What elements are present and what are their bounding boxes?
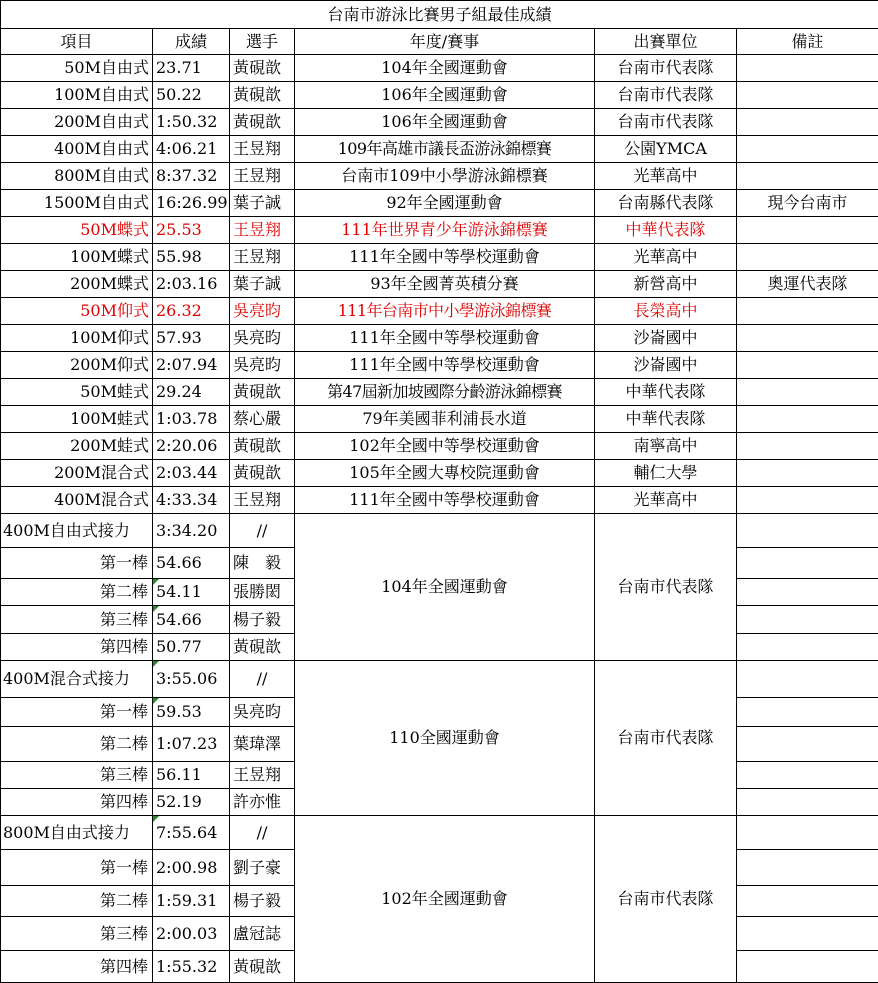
table-row xyxy=(1,82,878,109)
record-item: 50M仰式 xyxy=(1,298,153,325)
record-event: 111年全國中等學校運動會 xyxy=(295,352,595,379)
relay-item: 800M自由式接力 xyxy=(1,816,153,850)
relay-leg-label: 第三棒 xyxy=(1,917,153,951)
relay-leg-swimmer: 盧冠誌 xyxy=(230,917,295,951)
record-note xyxy=(737,406,878,433)
record-note: 現今台南市 xyxy=(737,190,878,217)
record-item: 200M自由式 xyxy=(1,109,153,136)
table-title: 台南市游泳比賽男子組最佳成績 xyxy=(1,1,878,29)
record-note xyxy=(737,136,878,163)
record-item: 200M仰式 xyxy=(1,352,153,379)
record-item: 1500M自由式 xyxy=(1,190,153,217)
table-row xyxy=(1,352,878,379)
relay-leg-label: 第四棒 xyxy=(1,634,153,661)
record-unit: 光華高中 xyxy=(595,244,737,271)
record-swimmer: 吳亮昀 xyxy=(230,352,295,379)
table-row xyxy=(1,460,878,487)
record-unit: 台南市代表隊 xyxy=(595,82,737,109)
record-event: 111年世界青少年游泳錦標賽 xyxy=(295,217,595,244)
record-time: 57.93 xyxy=(153,325,230,352)
relay-leg-label: 第二棒 xyxy=(1,727,153,762)
relay-time: 3:55.06 xyxy=(153,661,230,698)
relay-leg-swimmer: 張勝閎 xyxy=(230,579,295,606)
relay-leg-note xyxy=(737,789,878,816)
record-time: 29.24 xyxy=(153,379,230,406)
record-time: 2:03.16 xyxy=(153,271,230,298)
record-item: 800M自由式 xyxy=(1,163,153,190)
header-row xyxy=(1,29,878,55)
relay-note xyxy=(737,514,878,548)
record-item: 100M蝶式 xyxy=(1,244,153,271)
record-event: 109年高雄市議長盃游泳錦標賽 xyxy=(295,136,595,163)
record-note xyxy=(737,109,878,136)
relay-leg-time: 54.66 xyxy=(153,606,230,634)
record-unit: 沙崙國中 xyxy=(595,352,737,379)
record-item: 100M自由式 xyxy=(1,82,153,109)
record-note xyxy=(737,487,878,514)
records-body xyxy=(1,55,878,514)
record-event: 92年全國運動會 xyxy=(295,190,595,217)
record-note xyxy=(737,244,878,271)
relay-event: 110全國運動會 xyxy=(295,661,595,816)
record-swimmer: 王昱翔 xyxy=(230,487,295,514)
table-row xyxy=(1,217,878,244)
relay-row xyxy=(1,816,878,850)
record-event: 台南市109中小學游泳錦標賽 xyxy=(295,163,595,190)
relay-leg-swimmer: 黃硯歆 xyxy=(230,634,295,661)
record-item: 50M蛙式 xyxy=(1,379,153,406)
record-unit: 南寧高中 xyxy=(595,433,737,460)
record-time: 23.71 xyxy=(153,55,230,82)
record-swimmer: 吳亮昀 xyxy=(230,325,295,352)
table-row xyxy=(1,325,878,352)
record-item: 50M自由式 xyxy=(1,55,153,82)
record-note xyxy=(737,217,878,244)
relay-leg-label: 第四棒 xyxy=(1,951,153,983)
record-time: 1:03.78 xyxy=(153,406,230,433)
table-row xyxy=(1,163,878,190)
title-row xyxy=(1,1,878,29)
record-swimmer: 葉子誠 xyxy=(230,190,295,217)
record-note xyxy=(737,325,878,352)
record-time: 2:07.94 xyxy=(153,352,230,379)
record-note xyxy=(737,379,878,406)
record-swimmer: 黃硯歆 xyxy=(230,109,295,136)
record-event: 111年全國中等學校運動會 xyxy=(295,325,595,352)
relay-time: 3:34.20 xyxy=(153,514,230,548)
record-item: 100M仰式 xyxy=(1,325,153,352)
record-event: 102年全國中等學校運動會 xyxy=(295,433,595,460)
relay-swimmer: // xyxy=(230,661,295,698)
relay-leg-time: 59.53 xyxy=(153,698,230,727)
relay-leg-time: 56.11 xyxy=(153,762,230,789)
relay-leg-label: 第二棒 xyxy=(1,886,153,917)
relay-row xyxy=(1,514,878,548)
relay-leg-note xyxy=(737,951,878,983)
relay-leg-swimmer: 黃硯歆 xyxy=(230,951,295,983)
relay-leg-note xyxy=(737,634,878,661)
relay-leg-label: 第一棒 xyxy=(1,548,153,579)
relay-note xyxy=(737,661,878,698)
relay-leg-label: 第三棒 xyxy=(1,606,153,634)
record-item: 200M混合式 xyxy=(1,460,153,487)
table-row xyxy=(1,298,878,325)
record-event: 第47屆新加坡國際分齡游泳錦標賽 xyxy=(295,379,595,406)
record-unit: 輔仁大學 xyxy=(595,460,737,487)
record-unit: 中華代表隊 xyxy=(595,379,737,406)
relay-leg-note xyxy=(737,606,878,634)
relay-leg-swimmer: 楊子毅 xyxy=(230,886,295,917)
table-row xyxy=(1,109,878,136)
relay-unit: 台南市代表隊 xyxy=(595,514,737,661)
relay-unit: 台南市代表隊 xyxy=(595,816,737,983)
record-unit: 新營高中 xyxy=(595,271,737,298)
record-swimmer: 黃硯歆 xyxy=(230,82,295,109)
record-swimmer: 王昱翔 xyxy=(230,136,295,163)
record-time: 26.32 xyxy=(153,298,230,325)
record-unit: 光華高中 xyxy=(595,487,737,514)
record-event: 111年台南市中小學游泳錦標賽 xyxy=(295,298,595,325)
relay-row xyxy=(1,661,878,698)
relays-body xyxy=(1,514,878,983)
relay-leg-label: 第一棒 xyxy=(1,850,153,886)
relay-leg-label: 第四棒 xyxy=(1,789,153,816)
record-unit: 中華代表隊 xyxy=(595,406,737,433)
header-time: 成績 xyxy=(153,29,230,55)
record-time: 4:06.21 xyxy=(153,136,230,163)
relay-leg-note xyxy=(737,762,878,789)
relay-leg-swimmer: 許亦惟 xyxy=(230,789,295,816)
record-time: 4:33.34 xyxy=(153,487,230,514)
table-row xyxy=(1,136,878,163)
table-row xyxy=(1,190,878,217)
record-swimmer: 葉子誠 xyxy=(230,271,295,298)
relay-leg-time: 54.66 xyxy=(153,548,230,579)
relay-leg-note xyxy=(737,579,878,606)
relay-leg-time: 1:07.23 xyxy=(153,727,230,762)
record-unit: 台南市代表隊 xyxy=(595,109,737,136)
relay-leg-swimmer: 楊子毅 xyxy=(230,606,295,634)
record-item: 400M混合式 xyxy=(1,487,153,514)
relay-leg-label: 第三棒 xyxy=(1,762,153,789)
relay-leg-time: 54.11 xyxy=(153,579,230,606)
record-unit: 沙崙國中 xyxy=(595,325,737,352)
record-event: 79年美國菲利浦長水道 xyxy=(295,406,595,433)
header-note: 備註 xyxy=(737,29,878,55)
record-note xyxy=(737,352,878,379)
relay-leg-note xyxy=(737,548,878,579)
record-unit: 長榮高中 xyxy=(595,298,737,325)
relay-leg-swimmer: 劉子豪 xyxy=(230,850,295,886)
table-row xyxy=(1,379,878,406)
record-time: 1:50.32 xyxy=(153,109,230,136)
record-note xyxy=(737,460,878,487)
record-swimmer: 黃硯歆 xyxy=(230,433,295,460)
record-unit: 台南市代表隊 xyxy=(595,55,737,82)
header-item: 項目 xyxy=(1,29,153,55)
relay-leg-time: 2:00.03 xyxy=(153,917,230,951)
record-note xyxy=(737,55,878,82)
record-note xyxy=(737,433,878,460)
relay-leg-label: 第二棒 xyxy=(1,579,153,606)
relay-leg-note xyxy=(737,727,878,762)
relay-item: 400M自由式接力 xyxy=(1,514,153,548)
record-item: 400M自由式 xyxy=(1,136,153,163)
record-swimmer: 黃硯歆 xyxy=(230,460,295,487)
record-swimmer: 王昱翔 xyxy=(230,217,295,244)
relay-leg-note xyxy=(737,886,878,917)
relay-leg-time: 1:55.32 xyxy=(153,951,230,983)
record-item: 200M蛙式 xyxy=(1,433,153,460)
record-time: 25.53 xyxy=(153,217,230,244)
record-time: 16:26.99 xyxy=(153,190,230,217)
record-unit: 公園YMCA xyxy=(595,136,737,163)
relay-leg-swimmer: 吳亮昀 xyxy=(230,698,295,727)
record-event: 106年全國運動會 xyxy=(295,109,595,136)
record-time: 8:37.32 xyxy=(153,163,230,190)
table-row xyxy=(1,487,878,514)
table-row xyxy=(1,406,878,433)
record-note: 奧運代表隊 xyxy=(737,271,878,298)
relay-time: 7:55.64 xyxy=(153,816,230,850)
relay-swimmer: // xyxy=(230,514,295,548)
relay-leg-note xyxy=(737,917,878,951)
record-event: 106年全國運動會 xyxy=(295,82,595,109)
relay-item: 400M混合式接力 xyxy=(1,661,153,698)
relay-leg-note xyxy=(737,850,878,886)
record-note xyxy=(737,82,878,109)
record-event: 111年全國中等學校運動會 xyxy=(295,244,595,271)
header-event: 年度/賽事 xyxy=(295,29,595,55)
table-row xyxy=(1,271,878,298)
relay-leg-time: 50.77 xyxy=(153,634,230,661)
record-event: 93年全國菁英積分賽 xyxy=(295,271,595,298)
record-event: 111年全國中等學校運動會 xyxy=(295,487,595,514)
record-time: 2:03.44 xyxy=(153,460,230,487)
header-swimmer: 選手 xyxy=(230,29,295,55)
relay-leg-note xyxy=(737,698,878,727)
relay-event: 104年全國運動會 xyxy=(295,514,595,661)
record-swimmer: 王昱翔 xyxy=(230,244,295,271)
record-unit: 台南縣代表隊 xyxy=(595,190,737,217)
record-time: 55.98 xyxy=(153,244,230,271)
record-item: 50M蝶式 xyxy=(1,217,153,244)
table-row xyxy=(1,55,878,82)
record-item: 100M蛙式 xyxy=(1,406,153,433)
relay-leg-swimmer: 葉瑋澤 xyxy=(230,727,295,762)
record-note xyxy=(737,163,878,190)
record-time: 50.22 xyxy=(153,82,230,109)
relay-leg-swimmer: 王昱翔 xyxy=(230,762,295,789)
relay-event: 102年全國運動會 xyxy=(295,816,595,983)
record-unit: 中華代表隊 xyxy=(595,217,737,244)
record-event: 105年全國大專校院運動會 xyxy=(295,460,595,487)
record-swimmer: 黃硯歆 xyxy=(230,379,295,406)
relay-unit: 台南市代表隊 xyxy=(595,661,737,816)
record-time: 2:20.06 xyxy=(153,433,230,460)
record-note xyxy=(737,298,878,325)
table-row xyxy=(1,433,878,460)
record-swimmer: 蔡心嚴 xyxy=(230,406,295,433)
relay-note xyxy=(737,816,878,850)
record-swimmer: 黃硯歆 xyxy=(230,55,295,82)
record-swimmer: 王昱翔 xyxy=(230,163,295,190)
record-item: 200M蝶式 xyxy=(1,271,153,298)
relay-leg-time: 2:00.98 xyxy=(153,850,230,886)
relay-leg-time: 52.19 xyxy=(153,789,230,816)
header-unit: 出賽單位 xyxy=(595,29,737,55)
record-unit: 光華高中 xyxy=(595,163,737,190)
record-event: 104年全國運動會 xyxy=(295,55,595,82)
relay-swimmer: // xyxy=(230,816,295,850)
table-row xyxy=(1,244,878,271)
relay-leg-label: 第一棒 xyxy=(1,698,153,727)
relay-leg-time: 1:59.31 xyxy=(153,886,230,917)
relay-leg-swimmer: 陳 毅 xyxy=(230,548,295,579)
record-swimmer: 吳亮昀 xyxy=(230,298,295,325)
